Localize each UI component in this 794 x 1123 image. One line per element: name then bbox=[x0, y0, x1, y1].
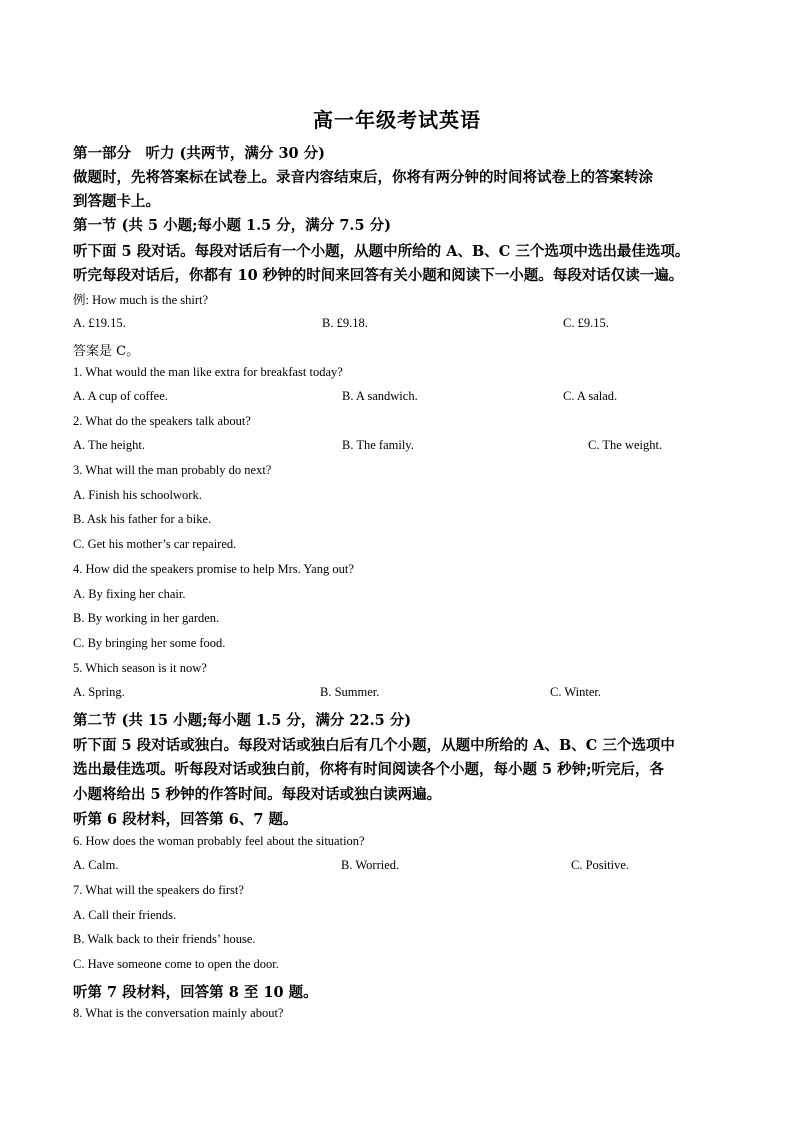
question-5: 5. Which season is it now? bbox=[73, 661, 207, 675]
example-option-c: C. £9.15. bbox=[563, 316, 609, 330]
section1-heading: 第一节 (共 5 小题;每小题 1.5 分，满分 7.5 分) bbox=[73, 217, 391, 234]
q5-option-b: B. Summer. bbox=[320, 685, 380, 699]
section2-instruction-line3: 小题将给出 5 秒钟的作答时间。每段对话或独白读两遍。 bbox=[73, 786, 442, 803]
example-answer: 答案是 C。 bbox=[73, 344, 140, 359]
question-2: 2. What do the speakers talk about? bbox=[73, 414, 251, 428]
part1-heading: 第一部分 听力 (共两节，满分 30 分) bbox=[73, 145, 326, 162]
q3-option-c: C. Get his mother’s car repaired. bbox=[73, 537, 237, 551]
q1-option-a: A. A cup of coffee. bbox=[73, 389, 168, 403]
q6-option-b: B. Worried. bbox=[341, 858, 400, 872]
section2-heading: 第二节 (共 15 小题;每小题 1.5 分，满分 22.5 分) bbox=[73, 712, 412, 729]
q5-option-a: A. Spring. bbox=[73, 685, 125, 699]
example-question: 例: How much is the shirt? bbox=[73, 293, 209, 307]
example-option-b: B. £9.18. bbox=[322, 316, 368, 330]
section1-instruction-line2: 听完每段对话后，你都有 10 秒钟的时间来回答有关小题和阅读下一小题。每段对话仅读一遍。 bbox=[73, 267, 684, 284]
q4-option-a: A. By fixing her chair. bbox=[73, 587, 186, 601]
question-8: 8. What is the conversation mainly about? bbox=[73, 1006, 284, 1020]
q3-option-a: A. Finish his schoolwork. bbox=[73, 488, 202, 502]
question-7: 7. What will the speakers do first? bbox=[73, 883, 244, 897]
part1-instruction-line2: 到答题卡上。 bbox=[73, 193, 160, 210]
question-6: 6. How does the woman probably feel about the situation? bbox=[73, 834, 365, 848]
q6-option-c: C. Positive. bbox=[571, 858, 629, 872]
part1-instruction-line1: 做题时，先将答案标在试卷上。录音内容结束后，你将有两分钟的时间将试卷上的答案转涂 bbox=[73, 169, 653, 186]
q4-option-c: C. By bringing her some food. bbox=[73, 636, 226, 650]
q7-option-b: B. Walk back to their friends’ house. bbox=[73, 932, 256, 946]
question-3: 3. What will the man probably do next? bbox=[73, 463, 272, 477]
q1-option-c: C. A salad. bbox=[563, 389, 618, 403]
q2-option-a: A. The height. bbox=[73, 438, 145, 452]
q5-option-c: C. Winter. bbox=[550, 685, 602, 699]
question-4: 4. How did the speakers promise to help Mrs. Yang out? bbox=[73, 562, 354, 576]
q7-option-c: C. Have someone come to open the door. bbox=[73, 957, 279, 971]
page-title: 高一年级考试英语 bbox=[313, 108, 481, 132]
q7-option-a: A. Call their friends. bbox=[73, 908, 177, 922]
question-1: 1. What would the man like extra for breakfast today? bbox=[73, 365, 343, 379]
q2-option-c: C. The weight. bbox=[588, 438, 663, 452]
section1-instruction-line1: 听下面 5 段对话。每段对话后有一个小题，从题中所给的 A、B、C 三个选项中选出最佳选项。 bbox=[73, 243, 690, 260]
q2-option-b: B. The family. bbox=[342, 438, 414, 452]
q3-option-b: B. Ask his father for a bike. bbox=[73, 512, 212, 526]
material-7-heading: 听第 7 段材料，回答第 8 至 10 题。 bbox=[73, 984, 318, 1001]
section2-instruction-line1: 听下面 5 段对话或独白。每段对话或独白后有几个小题，从题中所给的 A、B、C 三个选项中 bbox=[73, 737, 675, 754]
q1-option-b: B. A sandwich. bbox=[342, 389, 418, 403]
material-6-heading: 听第 6 段材料，回答第 6、7 题。 bbox=[73, 811, 298, 828]
section2-instruction-line2: 选出最佳选项。听每段对话或独白前，你将有时间阅读各个小题，每小题 5 秒钟;听完后，各 bbox=[73, 761, 665, 778]
q6-option-a: A. Calm. bbox=[73, 858, 119, 872]
q4-option-b: B. By working in her garden. bbox=[73, 611, 220, 625]
example-option-a: A. £19.15. bbox=[73, 316, 126, 330]
